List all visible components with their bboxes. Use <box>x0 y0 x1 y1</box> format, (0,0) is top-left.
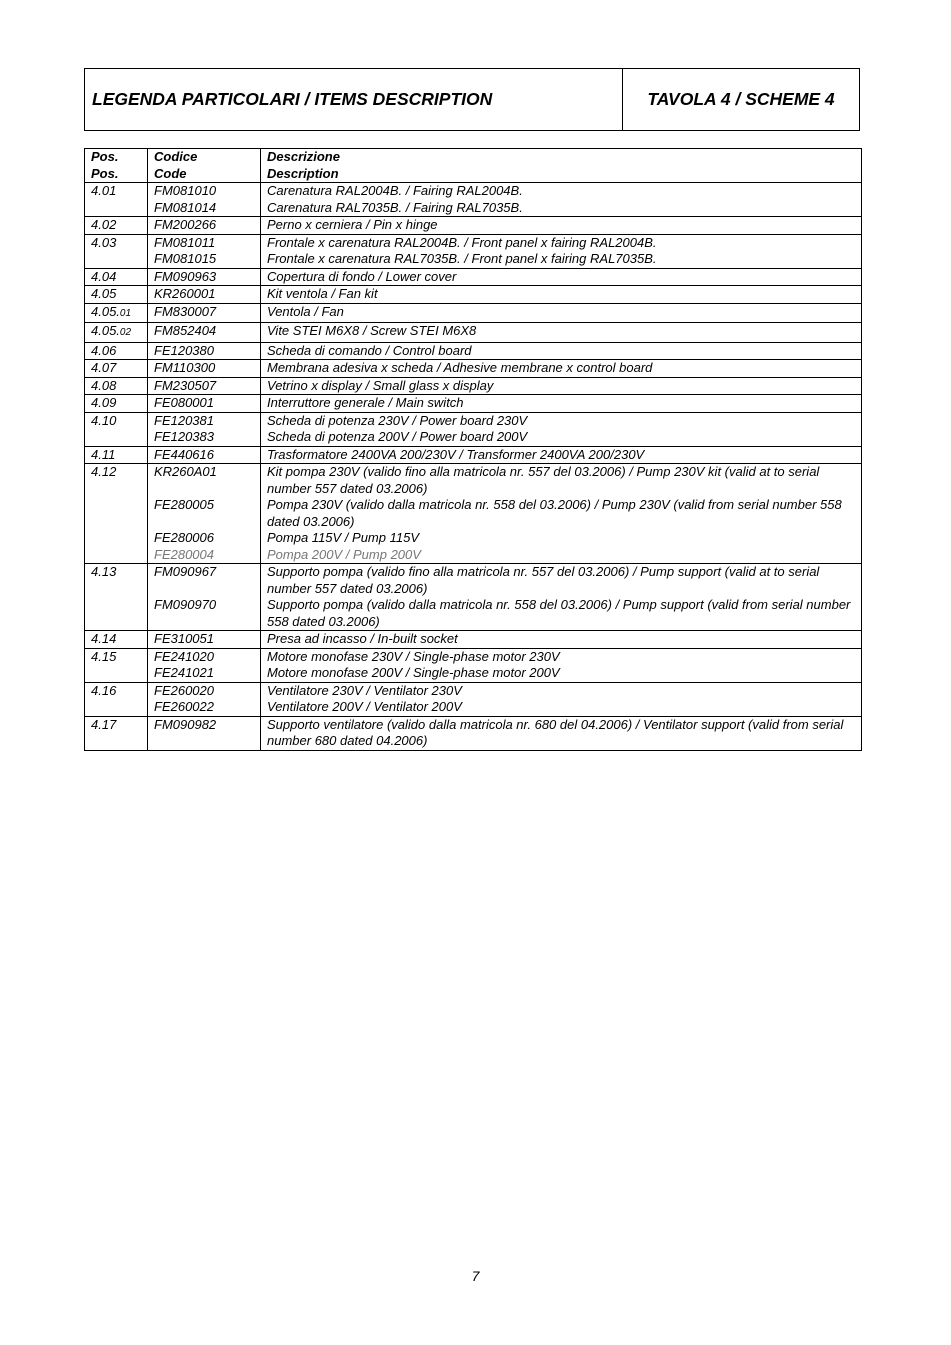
items-table <box>84 148 862 751</box>
code-cell <box>148 377 261 395</box>
pos-cell: 4.05.02 <box>85 323 148 343</box>
pos-cell: 4.04 <box>85 268 148 286</box>
code-cell <box>148 183 261 217</box>
pos-cell: 4.03 <box>85 234 148 268</box>
description-cell <box>261 395 862 413</box>
spacer <box>154 481 254 498</box>
part-description: Pompa 230V (valido dalla matricola nr. 558 del 03.2006) / Pump 230V (valid from serial number 558 dated 03.2006) <box>267 497 842 529</box>
part-code: KR260001 <box>154 286 216 301</box>
header-code-it: Codice <box>154 149 198 164</box>
part-code: FM830007 <box>154 303 217 319</box>
pos-cell: 4.10 <box>85 412 148 446</box>
table-row <box>85 395 862 413</box>
part-description: Supporto pompa (valido fino alla matricola nr. 557 del 03.2006) / Pump support (valid at to serial number 557 dated 03.2006) <box>267 564 820 596</box>
table-row <box>85 682 862 716</box>
code-cell <box>148 217 261 235</box>
part-code: FE280005 <box>154 497 214 512</box>
header-code-en: Code <box>154 165 187 181</box>
part-description: Vite STEI M6X8 / Screw STEI M6X8 <box>267 323 477 338</box>
description-cell <box>261 268 862 286</box>
part-code: FE241021 <box>154 665 214 680</box>
description-cell <box>261 446 862 464</box>
part-description: Scheda di potenza 230V / Power board 230V <box>267 412 528 428</box>
part-code: FM230507 <box>154 377 217 393</box>
part-code: FM852404 <box>154 323 217 338</box>
pos-cell: 4.08 <box>85 377 148 395</box>
description-cell <box>261 323 862 343</box>
spacer <box>154 514 254 531</box>
part-code: FE440616 <box>154 446 214 462</box>
part-description: Perno x cerniera / Pin x hinge <box>267 217 438 232</box>
part-description: Copertura di fondo / Lower cover <box>267 268 457 284</box>
description-cell <box>261 217 862 235</box>
table-row <box>85 446 862 464</box>
description-cell <box>261 648 862 682</box>
part-description: Supporto ventilatore (valido dalla matricola nr. 680 del 04.2006) / Ventilator support (valid from serial number 680 dated 04.2006) <box>267 716 844 748</box>
code-cell <box>148 323 261 343</box>
description-cell <box>261 183 862 217</box>
part-code: FE280004 <box>154 546 214 562</box>
description-cell <box>261 716 862 750</box>
part-description: Presa ad incasso / In-built socket <box>267 631 458 646</box>
part-description: Frontale x carenatura RAL7035B. / Front panel x fairing RAL7035B. <box>267 251 657 266</box>
part-code: KR260A01 <box>154 464 217 479</box>
code-cell <box>148 648 261 682</box>
part-description: Carenatura RAL2004B. / Fairing RAL2004B. <box>267 183 523 198</box>
pos-cell: 4.17 <box>85 716 148 750</box>
pos-cell: 4.16 <box>85 682 148 716</box>
table-row <box>85 360 862 378</box>
table-row <box>85 464 862 564</box>
code-cell <box>148 303 261 323</box>
description-cell <box>261 234 862 268</box>
code-cell <box>148 268 261 286</box>
table-row <box>85 564 862 631</box>
header-box <box>84 68 860 131</box>
part-description: Scheda di comando / Control board <box>267 342 472 358</box>
pos-cell: 4.01 <box>85 183 148 217</box>
code-cell <box>148 446 261 464</box>
part-code: FE120380 <box>154 342 214 358</box>
code-cell <box>148 342 261 360</box>
part-code: FM081010 <box>154 183 217 198</box>
pos-cell: 4.13 <box>85 564 148 631</box>
description-cell <box>261 360 862 378</box>
description-cell <box>261 682 862 716</box>
table-row <box>85 268 862 286</box>
description-cell <box>261 342 862 360</box>
code-cell <box>148 564 261 631</box>
page-number: 7 <box>471 1268 480 1284</box>
table-row <box>85 716 862 750</box>
header-desc-it: Descrizione <box>267 149 340 164</box>
part-code: FM081014 <box>154 199 217 215</box>
scheme-title: TAVOLA 4 / SCHEME 4 <box>647 89 835 109</box>
table-row <box>85 377 862 395</box>
table-header-row <box>85 149 862 183</box>
description-cell <box>261 564 862 631</box>
part-description: Motore monofase 200V / Single-phase motor 200V <box>267 665 560 680</box>
description-cell <box>261 377 862 395</box>
code-cell <box>148 286 261 304</box>
part-description: Motore monofase 230V / Single-phase motor 230V <box>267 648 560 664</box>
items-table-body <box>85 183 862 751</box>
part-code: FM090967 <box>154 564 217 579</box>
pos-suffix: 01 <box>119 307 132 319</box>
pos-cell: 4.07 <box>85 360 148 378</box>
pos-cell: 4.12 <box>85 464 148 564</box>
part-description: Ventilatore 230V / Ventilator 230V <box>267 682 462 698</box>
header-pos <box>85 149 148 183</box>
part-code: FE241020 <box>154 648 214 664</box>
pos-suffix: 02 <box>119 327 132 338</box>
description-cell <box>261 464 862 564</box>
part-description: Frontale x carenatura RAL2004B. / Front panel x fairing RAL2004B. <box>267 234 657 250</box>
pos-cell: 4.05.01 <box>85 303 148 323</box>
code-cell <box>148 412 261 446</box>
description-cell <box>261 286 862 304</box>
code-cell <box>148 631 261 649</box>
header-code <box>148 149 261 183</box>
pos-cell: 4.11 <box>85 446 148 464</box>
part-code: FM200266 <box>154 217 217 232</box>
header-desc-en: Description <box>267 165 339 181</box>
header-pos-en: Pos. <box>91 165 119 181</box>
pos-cell: 4.14 <box>85 631 148 649</box>
part-description: Membrana adesiva x scheda / Adhesive membrane x control board <box>267 360 653 375</box>
table-row <box>85 303 862 323</box>
pos-cell: 4.05 <box>85 286 148 304</box>
part-description: Carenatura RAL7035B. / Fairing RAL7035B. <box>267 199 523 215</box>
table-row <box>85 234 862 268</box>
description-cell <box>261 412 862 446</box>
part-description: Ventola / Fan <box>267 303 344 319</box>
code-cell <box>148 464 261 564</box>
table-row <box>85 183 862 217</box>
part-code: FM090982 <box>154 716 217 732</box>
table-row <box>85 323 862 343</box>
table-row <box>85 631 862 649</box>
description-cell <box>261 631 862 649</box>
table-row <box>85 648 862 682</box>
code-cell <box>148 234 261 268</box>
part-code: FM081011 <box>154 234 216 250</box>
part-description: Pompa 200V / Pump 200V <box>267 546 421 562</box>
part-code: FM081015 <box>154 251 217 266</box>
part-description: Ventilatore 200V / Ventilator 200V <box>267 699 462 714</box>
part-code: FE120381 <box>154 412 214 428</box>
part-code: FE120383 <box>154 429 214 444</box>
spacer <box>154 581 254 598</box>
part-description: Kit ventola / Fan kit <box>267 286 378 301</box>
table-row <box>85 217 862 235</box>
part-description: Scheda di potenza 200V / Power board 200V <box>267 429 528 444</box>
description-cell <box>261 303 862 323</box>
part-code: FM090970 <box>154 597 217 612</box>
part-code: FM110300 <box>154 360 216 375</box>
part-description: Interruttore generale / Main switch <box>267 395 464 410</box>
part-description: Trasformatore 2400VA 200/230V / Transformer 2400VA 200/230V <box>267 446 645 462</box>
part-code: FE280006 <box>154 530 214 545</box>
pos-cell: 4.15 <box>85 648 148 682</box>
part-description: Pompa 115V / Pump 115V <box>267 530 420 545</box>
table-row <box>85 286 862 304</box>
part-code: FE260022 <box>154 699 214 714</box>
table-row <box>85 342 862 360</box>
pos-cell: 4.02 <box>85 217 148 235</box>
document-title: LEGENDA PARTICOLARI / ITEMS DESCRIPTION <box>85 69 623 130</box>
header-description <box>261 149 862 183</box>
header-pos-it: Pos. <box>91 149 119 164</box>
table-row <box>85 412 862 446</box>
code-cell <box>148 682 261 716</box>
part-description: Kit pompa 230V (valido fino alla matricola nr. 557 del 03.2006) / Pump 230V kit (valid at to serial number 557 dated 03.2006) <box>267 464 820 496</box>
pos-cell: 4.06 <box>85 342 148 360</box>
pos-cell: 4.09 <box>85 395 148 413</box>
part-code: FE260020 <box>154 682 214 698</box>
code-cell <box>148 360 261 378</box>
part-code: FM090963 <box>154 268 217 284</box>
part-code: FE080001 <box>154 395 214 410</box>
part-code: FE310051 <box>154 631 214 646</box>
code-cell <box>148 395 261 413</box>
code-cell <box>148 716 261 750</box>
part-description: Supporto pompa (valido dalla matricola nr. 558 del 03.2006) / Pump support (valid from serial number 558 dated 03.2006) <box>267 597 851 629</box>
part-description: Vetrino x display / Small glass x display <box>267 377 494 393</box>
